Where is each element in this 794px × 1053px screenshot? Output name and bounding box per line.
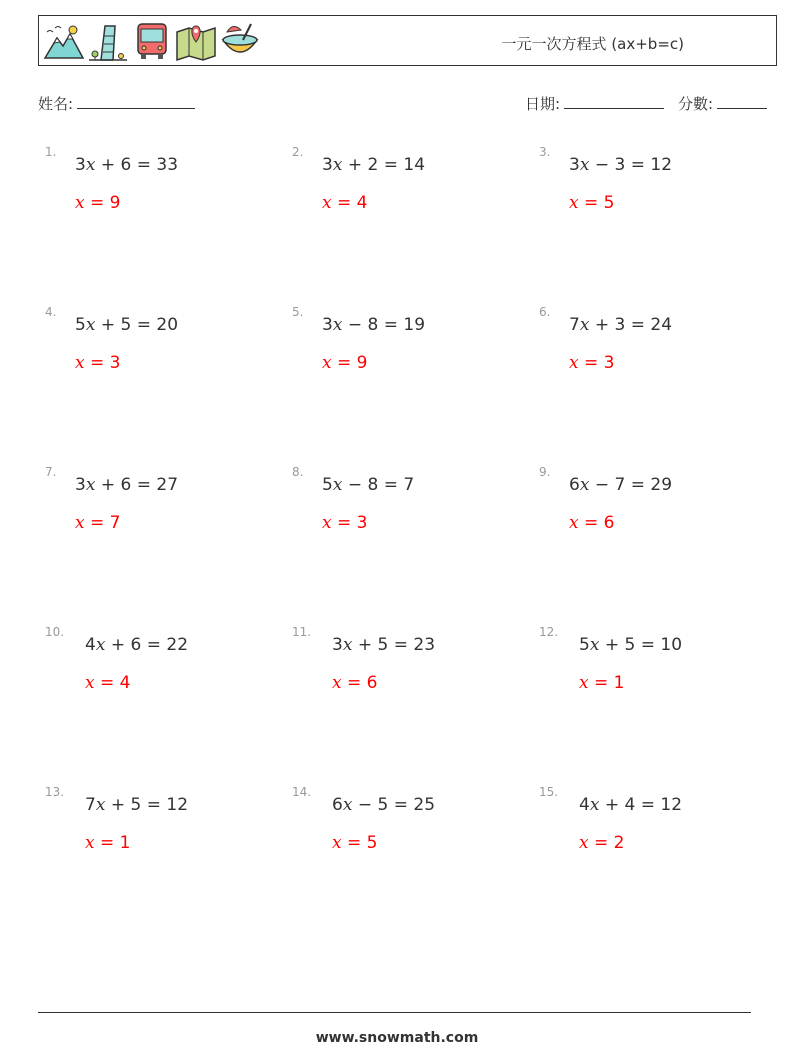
- result: 33: [156, 155, 179, 175]
- problem-equation: 7x + 5 = 12: [85, 795, 189, 815]
- problem-item: [539, 465, 769, 585]
- coefficient: 3: [322, 315, 333, 335]
- answer-value: 6: [603, 513, 615, 533]
- operator: +: [100, 155, 116, 175]
- problem-equation: 3x − 8 = 19: [322, 315, 426, 335]
- operator: +: [100, 315, 116, 335]
- operator: −: [347, 315, 363, 335]
- worksheet-title: 一元一次方程式 (ax+b=c): [501, 35, 684, 53]
- operator: +: [347, 155, 363, 175]
- constant: 6: [120, 475, 132, 495]
- operator: +: [110, 795, 126, 815]
- answer-variable: x: [75, 193, 85, 213]
- answer-variable: x: [75, 513, 85, 533]
- answer-variable: x: [322, 193, 332, 213]
- answer-variable: x: [569, 353, 579, 373]
- answer-variable: x: [322, 513, 332, 533]
- operator: +: [357, 635, 373, 655]
- answer-variable: x: [322, 353, 332, 373]
- leaning-tower-icon: [87, 20, 129, 62]
- variable: x: [579, 315, 590, 335]
- variable: x: [95, 795, 106, 815]
- constant: 2: [367, 155, 379, 175]
- problem-equation: 7x + 3 = 24: [569, 315, 673, 335]
- name-blank[interactable]: [77, 94, 195, 109]
- result: 20: [156, 315, 179, 335]
- coefficient: 5: [322, 475, 333, 495]
- problem-equation: 3x + 2 = 14: [322, 155, 426, 175]
- answer-variable: x: [332, 833, 342, 853]
- operator: +: [604, 635, 620, 655]
- constant: 3: [614, 315, 626, 335]
- answer-variable: x: [579, 833, 589, 853]
- problem-number: 13.: [45, 785, 65, 799]
- problem-item: [539, 145, 769, 265]
- problem-number: 14.: [292, 785, 312, 799]
- answer-value: 1: [613, 673, 625, 693]
- problem-item: [539, 785, 769, 905]
- result: 25: [413, 795, 436, 815]
- result: 12: [660, 795, 683, 815]
- constant: 5: [624, 635, 636, 655]
- problem-number: 8.: [292, 465, 304, 479]
- problem-number: 2.: [292, 145, 304, 159]
- answer-variable: x: [85, 833, 95, 853]
- name-field: [38, 93, 195, 114]
- problem-number: 6.: [539, 305, 551, 319]
- problem-number: 12.: [539, 625, 559, 639]
- variable: x: [332, 475, 343, 495]
- coefficient: 3: [75, 475, 86, 495]
- problem-number: 10.: [45, 625, 65, 639]
- variable: x: [589, 635, 600, 655]
- problem-equation: 4x + 6 = 22: [85, 635, 189, 655]
- date-field: [525, 93, 664, 114]
- variable: x: [579, 155, 590, 175]
- result: 27: [156, 475, 179, 495]
- answer-value: 4: [356, 193, 368, 213]
- problem-answer: x = 6: [569, 513, 615, 533]
- result: 24: [650, 315, 673, 335]
- coefficient: 7: [85, 795, 96, 815]
- answer-value: 5: [366, 833, 378, 853]
- worksheet-header: [38, 15, 777, 66]
- coefficient: 3: [322, 155, 333, 175]
- problem-item: [292, 785, 522, 905]
- result: 23: [413, 635, 436, 655]
- coefficient: 6: [569, 475, 580, 495]
- answer-value: 3: [603, 353, 615, 373]
- constant: 6: [120, 155, 132, 175]
- constant: 7: [614, 475, 626, 495]
- problem-number: 3.: [539, 145, 551, 159]
- answer-variable: x: [569, 193, 579, 213]
- constant: 5: [377, 635, 389, 655]
- problem-answer: x = 7: [75, 513, 121, 533]
- problem-item: [45, 785, 275, 905]
- problem-answer: x = 5: [569, 193, 615, 213]
- coefficient: 7: [569, 315, 580, 335]
- footer-url: www.snowmath.com: [315, 1030, 479, 1046]
- problem-number: 9.: [539, 465, 551, 479]
- score-blank[interactable]: [717, 94, 767, 109]
- problem-equation: 3x − 3 = 12: [569, 155, 673, 175]
- problem-equation: 5x − 8 = 7: [322, 475, 415, 495]
- result: 14: [403, 155, 426, 175]
- operator: −: [594, 475, 610, 495]
- answer-value: 2: [613, 833, 625, 853]
- problem-number: 4.: [45, 305, 57, 319]
- problem-answer: x = 9: [322, 353, 368, 373]
- result: 10: [660, 635, 683, 655]
- problem-item: [292, 465, 522, 585]
- variable: x: [332, 155, 343, 175]
- result: 19: [403, 315, 426, 335]
- problem-answer: x = 1: [579, 673, 625, 693]
- answer-value: 5: [603, 193, 615, 213]
- answer-variable: x: [569, 513, 579, 533]
- score-field: [678, 93, 767, 114]
- problem-item: [539, 625, 769, 745]
- problem-item: [539, 305, 769, 425]
- answer-variable: x: [332, 673, 342, 693]
- answer-value: 9: [109, 193, 121, 213]
- answer-variable: x: [579, 673, 589, 693]
- constant: 5: [377, 795, 389, 815]
- problem-equation: 6x − 5 = 25: [332, 795, 436, 815]
- operator: −: [594, 155, 610, 175]
- result: 12: [650, 155, 673, 175]
- constant: 8: [367, 475, 379, 495]
- problem-number: 15.: [539, 785, 559, 799]
- problem-number: 5.: [292, 305, 304, 319]
- problem-number: 11.: [292, 625, 312, 639]
- problem-item: [45, 465, 275, 585]
- coefficient: 3: [569, 155, 580, 175]
- problem-answer: x = 6: [332, 673, 378, 693]
- date-blank[interactable]: [564, 94, 664, 109]
- answer-value: 6: [366, 673, 378, 693]
- result: 7: [403, 475, 415, 495]
- variable: x: [589, 795, 600, 815]
- result: 12: [166, 795, 189, 815]
- problem-equation: 5x + 5 = 10: [579, 635, 683, 655]
- result: 29: [650, 475, 673, 495]
- problem-answer: x = 3: [569, 353, 615, 373]
- problem-item: [45, 305, 275, 425]
- problem-item: [292, 625, 522, 745]
- coefficient: 3: [75, 155, 86, 175]
- problem-answer: x = 4: [322, 193, 368, 213]
- answer-value: 7: [109, 513, 121, 533]
- variable: x: [95, 635, 106, 655]
- coconut-drink-icon: [219, 20, 261, 62]
- operator: +: [594, 315, 610, 335]
- problem-answer: x = 1: [85, 833, 131, 853]
- constant: 5: [120, 315, 132, 335]
- variable: x: [85, 475, 96, 495]
- answer-variable: x: [75, 353, 85, 373]
- problem-answer: x = 9: [75, 193, 121, 213]
- variable: x: [342, 635, 353, 655]
- mountains-icon: [43, 20, 85, 62]
- problem-equation: 5x + 5 = 20: [75, 315, 179, 335]
- problem-item: [292, 145, 522, 265]
- constant: 4: [624, 795, 636, 815]
- date-label: 日期:: [525, 95, 561, 113]
- constant: 5: [130, 795, 142, 815]
- problem-answer: x = 2: [579, 833, 625, 853]
- problem-number: 7.: [45, 465, 57, 479]
- map-pin-icon: [175, 20, 217, 62]
- operator: −: [347, 475, 363, 495]
- coefficient: 5: [579, 635, 590, 655]
- answer-value: 3: [109, 353, 121, 373]
- problem-answer: x = 4: [85, 673, 131, 693]
- score-label: 分數:: [678, 95, 714, 113]
- variable: x: [332, 315, 343, 335]
- coefficient: 4: [85, 635, 96, 655]
- constant: 6: [130, 635, 142, 655]
- answer-value: 4: [119, 673, 131, 693]
- result: 22: [166, 635, 189, 655]
- problem-number: 1.: [45, 145, 57, 159]
- variable: x: [579, 475, 590, 495]
- answer-value: 1: [119, 833, 131, 853]
- problem-equation: 3x + 6 = 27: [75, 475, 179, 495]
- operator: +: [604, 795, 620, 815]
- problem-equation: 4x + 4 = 12: [579, 795, 683, 815]
- problem-answer: x = 3: [75, 353, 121, 373]
- constant: 8: [367, 315, 379, 335]
- coefficient: 4: [579, 795, 590, 815]
- coefficient: 5: [75, 315, 86, 335]
- operator: +: [100, 475, 116, 495]
- footer-divider: [38, 1012, 751, 1013]
- problem-item: [45, 145, 275, 265]
- problem-answer: x = 5: [332, 833, 378, 853]
- answer-value: 9: [356, 353, 368, 373]
- operator: +: [110, 635, 126, 655]
- problem-equation: 6x − 7 = 29: [569, 475, 673, 495]
- answer-variable: x: [85, 673, 95, 693]
- coefficient: 6: [332, 795, 343, 815]
- problem-item: [45, 625, 275, 745]
- header-icons: [43, 20, 261, 62]
- variable: x: [342, 795, 353, 815]
- problem-item: [292, 305, 522, 425]
- answer-value: 3: [356, 513, 368, 533]
- operator: −: [357, 795, 373, 815]
- variable: x: [85, 315, 96, 335]
- name-label: 姓名:: [38, 95, 74, 113]
- problem-equation: 3x + 6 = 33: [75, 155, 179, 175]
- problem-equation: 3x + 5 = 23: [332, 635, 436, 655]
- coefficient: 3: [332, 635, 343, 655]
- bus-icon: [131, 20, 173, 62]
- variable: x: [85, 155, 96, 175]
- problem-answer: x = 3: [322, 513, 368, 533]
- constant: 3: [614, 155, 626, 175]
